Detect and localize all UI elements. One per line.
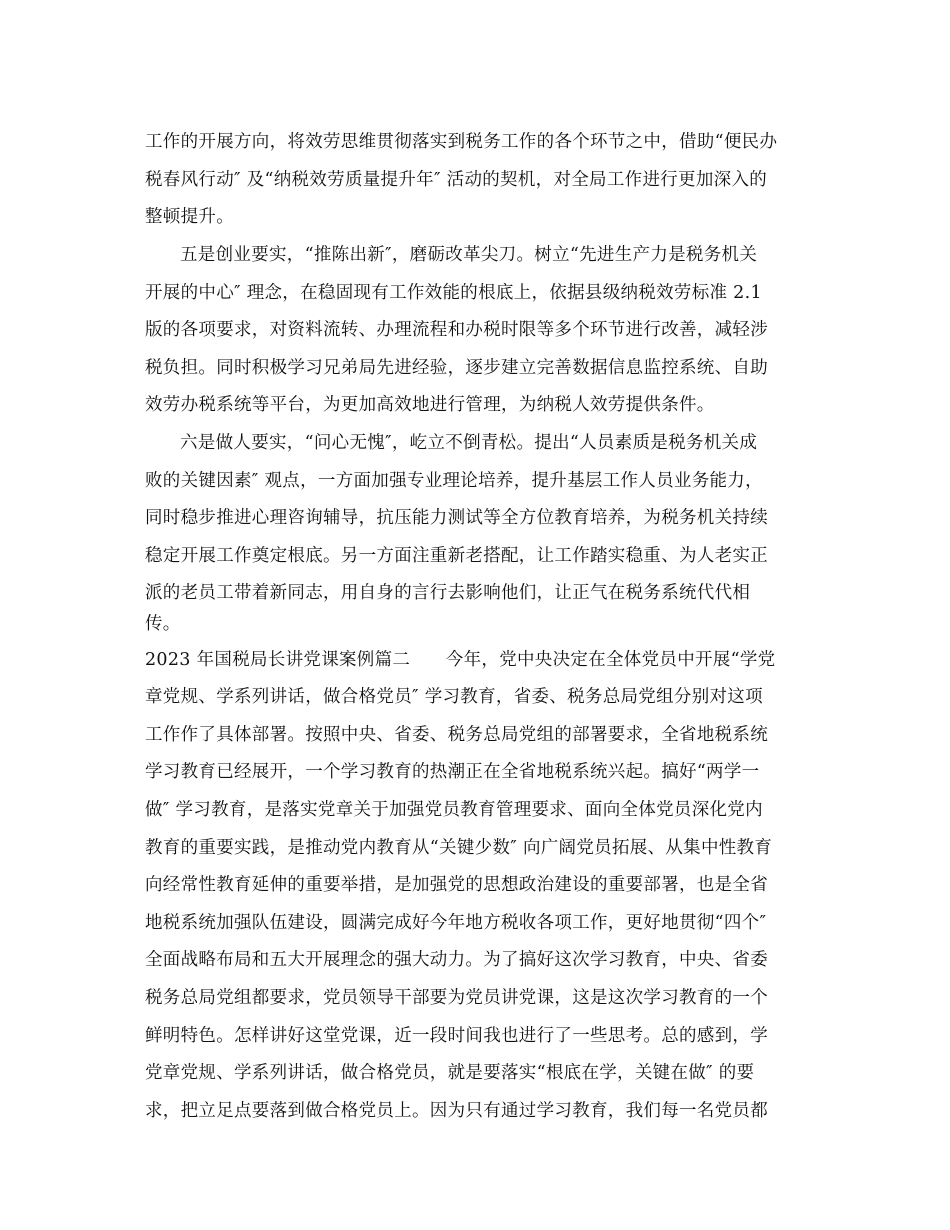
text-line: 税春风行动″ 及“纳税效劳质量提升年″ 活动的契机，对全局工作进行更加深入的 — [145, 170, 768, 190]
text-line: 效劳办税系统等平台，为更加高效地进行管理，为纳税人效劳提供条件。 — [145, 395, 715, 415]
text-line: 工作作了具体部署。按照中央、省委、税务总局党组的部署要求，全省地税系统 — [145, 725, 768, 745]
section-heading-line: 2023 年国税局长讲党课案例篇二 今年，党中央决定在全体党员中开展“学党 — [145, 650, 776, 670]
text-line: 党章党规、学系列讲话，做合格党员，就是要落实“根底在学，关键在做″ 的要 — [145, 1063, 755, 1083]
text-line: 向经常性教育延伸的重要举措，是加强党的思想政治建设的重要部署，也是全省 — [145, 875, 768, 895]
text-line: 派的老员工带着新同志，用自身的言行去影响他们，让正气在税务系统代代相 — [145, 583, 751, 603]
text-line: 章党规、学系列讲话，做合格党员″ 学习教育，省委、税务总局党组分别对这项 — [145, 687, 763, 707]
text-line: 传。 — [145, 614, 181, 634]
text-line: 鲜明特色。怎样讲好这堂党课，近一段时间我也进行了一些思考。总的感到，学 — [145, 1026, 768, 1046]
text-line: 税负担。同时积极学习兄弟局先进经验，逐步建立完善数据信息监控系统、自助 — [145, 358, 768, 378]
text-line: 税务总局党组都要求，党员领导干部要为党员讲党课，这是这次学习教育的一个 — [145, 988, 768, 1008]
paragraph-start-line: 五是创业要实，“推陈出新″，磨砺改革尖刀。树立“先进生产力是税务机关 — [180, 245, 758, 265]
text-line: 教育的重要实践，是推动党内教育从“关键少数″ 向广阔党员拓展、从集中性教育 — [145, 838, 773, 858]
text-line: 做″ 学习教育，是落实党章关于加强党员教育管理要求、面向全体党员深化党内 — [145, 800, 763, 820]
text-line: 整顿提升。 — [145, 207, 234, 227]
paragraph-start-line: 六是做人要实，“问心无愧″，屹立不倒青松。提出“人员素质是税务机关成 — [180, 433, 758, 453]
text-line: 全面战略布局和五大开展理念的强大动力。为了搞好这次学习教育，中央、省委 — [145, 950, 768, 970]
text-line: 学习教育已经展开，一个学习教育的热潮正在全省地税系统兴起。搞好“两学一 — [145, 762, 760, 782]
text-line: 开展的中心″ 理念，在稳固现有工作效能的根底上，依据县级纳税效劳标准 2.1 — [145, 283, 762, 303]
text-line: 工作的开展方向，将效劳思维贯彻落实到税务工作的各个环节之中，借助“便民办 — [145, 132, 778, 152]
text-line: 求，把立足点要落到做合格党员上。因为只有通过学习教育，我们每一名党员都 — [145, 1101, 768, 1121]
text-line: 版的各项要求，对资料流转、办理流程和办税时限等多个环节进行改善，减轻涉 — [145, 320, 768, 340]
text-line: 稳定开展工作奠定根底。另一方面注重新老搭配，让工作踏实稳重、为人老实正 — [145, 546, 768, 566]
text-line: 败的关键因素″ 观点，一方面加强专业理论培养，提升基层工作人员业务能力， — [145, 471, 763, 491]
text-line: 同时稳步推进心理咨询辅导，抗压能力测试等全方位教育培养，为税务机关持续 — [145, 508, 768, 528]
text-line: 地税系统加强队伍建设，圆满完成好今年地方税收各项工作，更好地贯彻“四个″ — [145, 913, 767, 933]
